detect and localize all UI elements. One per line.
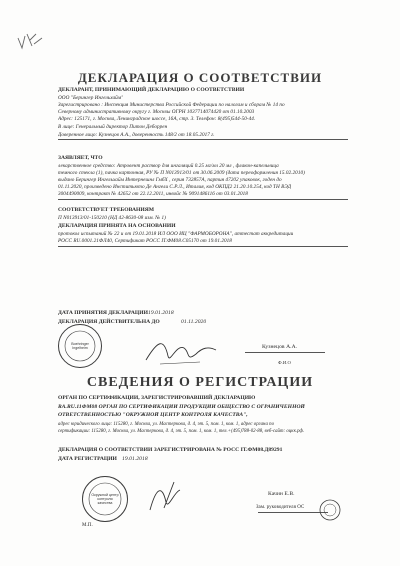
date-accepted-label: ДАТА ПРИНЯТИЯ ДЕКЛАРАЦИИ <box>58 310 148 316</box>
divider <box>58 139 348 140</box>
reg-number-label: ДЕКЛАРАЦИЯ О СООТВЕТСТВИИ ЗАРЕГИСТРИРОВАНА № РОСС IT.ФМ08.Д89291 <box>58 447 283 453</box>
registration-line: сертификации: 115280, г. Москва, ул. Мастеркова, д. 4, эт. 5, пом. 1, ком. 1, тел.+(495)788-02-88, веб-сайт: оцкк.рф. <box>58 429 305 434</box>
applicant-line: Зарегистрировано : Инспекция Министерства Российской Федерации по налогам и сборам № 14 по <box>58 102 285 108</box>
registration-heading: ОРГАН ПО СЕРТИФИКАЦИИ, ЗАРЕГИСТРИРОВАВШИЙ ДЕКЛАРАЦИЮ <box>58 395 256 401</box>
valid-until-label: ДЕКЛАРАЦИЯ ДЕЙСТВИТЕЛЬНА ДО <box>58 319 160 325</box>
applicant-line: Доверенное лицо: Кузнецов А.А., доверенность 148/2 от 18.05.2017 г. <box>58 132 215 138</box>
stamp-ring-icon <box>59 325 101 367</box>
signer-line <box>245 352 325 353</box>
valid-until-value: 01.11.2020 <box>181 319 207 325</box>
handwritten-mark-icon <box>16 30 44 52</box>
stamp-label: Окружной центр контроля качества <box>91 492 119 506</box>
applicant-heading: ДЕКЛАРАНТ, ПРИНИМАЮЩИЙ ДЕКЛАРАЦИЮ О СООТВЕТСТВИИ <box>58 87 245 93</box>
signer-name: Кузнецов А.А. <box>262 344 298 350</box>
divider <box>58 199 348 200</box>
registration-stamp <box>82 476 128 522</box>
registration-title: СВЕДЕНИЯ О РЕГИСТРАЦИИ <box>86 375 314 390</box>
declares-line: 3004490009, контракт № 42652 от 22.12.2011, инвойс № 9091486116 от 03.01.2018 <box>58 191 248 197</box>
declares-line: лекарственное средство: Атровент раствор для ингаляций 0.25 мг/мл 20 мл , флакон-капельница <box>58 163 279 169</box>
reg-date-label: ДАТА РЕГИСТРАЦИИ <box>58 456 117 462</box>
divider <box>58 246 348 247</box>
applicant-line: Адрес: 125171, г. Москва, Ленинградское шоссе, 16А, стр. 3. Телефон: 8(495)544-50-44. <box>58 116 256 122</box>
signer-caption: Ф.И.О <box>278 360 291 365</box>
registration-line: адрес юридического лица: 115280, г. Москва, ул. Мастеркова, д. 4, эт. 5, пом. 1, ком. 1, адрес органа по <box>58 422 275 427</box>
requirements-heading: СООТВЕТСТВУЕТ ТРЕБОВАНИЯМ <box>58 207 155 213</box>
applicant-line: В лице: Генеральный директор Питон Деборрен <box>58 124 168 130</box>
small-seal-icon <box>318 498 342 522</box>
applicant-line: Северному административному округу г. Москвы ОГРН 1037714074420 от 01.10.2003 <box>58 109 255 115</box>
reg-date-value: 19.01.2018 <box>122 456 148 462</box>
head-caption: Зам. руководителя ОС <box>256 505 305 510</box>
stamp-label: Boehringer Ingelheim <box>71 341 89 350</box>
head-name: Качин Е.В. <box>268 491 295 497</box>
page-title: ДЕКЛАРАЦИЯ О СООТВЕТСТВИИ <box>77 70 323 85</box>
signature-icon <box>140 478 200 518</box>
declares-line: темного стекла (1), пачка картонная, РУ № П N013913/01 от 30.06.2009 (дата переоформления 15.02.2010) <box>58 170 305 176</box>
declares-heading: ЗАЯВЛЯЕТ, ЧТО <box>58 155 103 161</box>
declares-line: 01.11.2020, произведено Инститьюто Де Ангели С.Р.Л., Италия, код ОКПД2 21.20.10.254, код ТН ВЭД <box>58 184 292 190</box>
registration-line-bold: ОТВЕТСТВЕННОСТЬЮ "ОКРУЖНОЙ ЦЕНТР КОНТРОЛЯ КАЧЕСТВА", <box>58 412 248 418</box>
basis-heading: ДЕКЛАРАЦИЯ ПРИНЯТА НА ОСНОВАНИИ <box>58 223 176 229</box>
date-accepted-value: 19.01.2018 <box>148 310 174 316</box>
stamp-ring-icon <box>83 477 127 521</box>
company-stamp <box>58 324 102 368</box>
declares-line: выдано Берингер Ингельхайм Интернешнл ГмбХ , серия 732857A, партия 47202 упаковок, годен до <box>58 177 282 183</box>
registration-line-bold: RA.RU.11ФМ08 ОРГАН ПО СЕРТИФИКАЦИИ ПРОДУКЦИИ ОБЩЕСТВО С ОГРАНИЧЕННОЙ <box>58 404 305 410</box>
basis-line: РОСС RU.0001.21ФЛ40, Сертификат РОСС IT.ФМ08.С05170 от 19.01.2018 <box>58 238 232 244</box>
basis-line: протокол испытаний № 22 и от 19.01.2018 ИЛ ООО ИЦ "ФАРМОБОРОНА", аттестат аккредитации <box>58 231 294 237</box>
signature-icon <box>140 334 220 368</box>
requirements-line: П N013913/01-150210 (НД 42-8630-08 изм. № 1) <box>58 215 166 221</box>
stamp-place-label: М.П. <box>82 523 93 528</box>
applicant-line: ООО "Берингер Ингельхайм" <box>58 95 124 101</box>
